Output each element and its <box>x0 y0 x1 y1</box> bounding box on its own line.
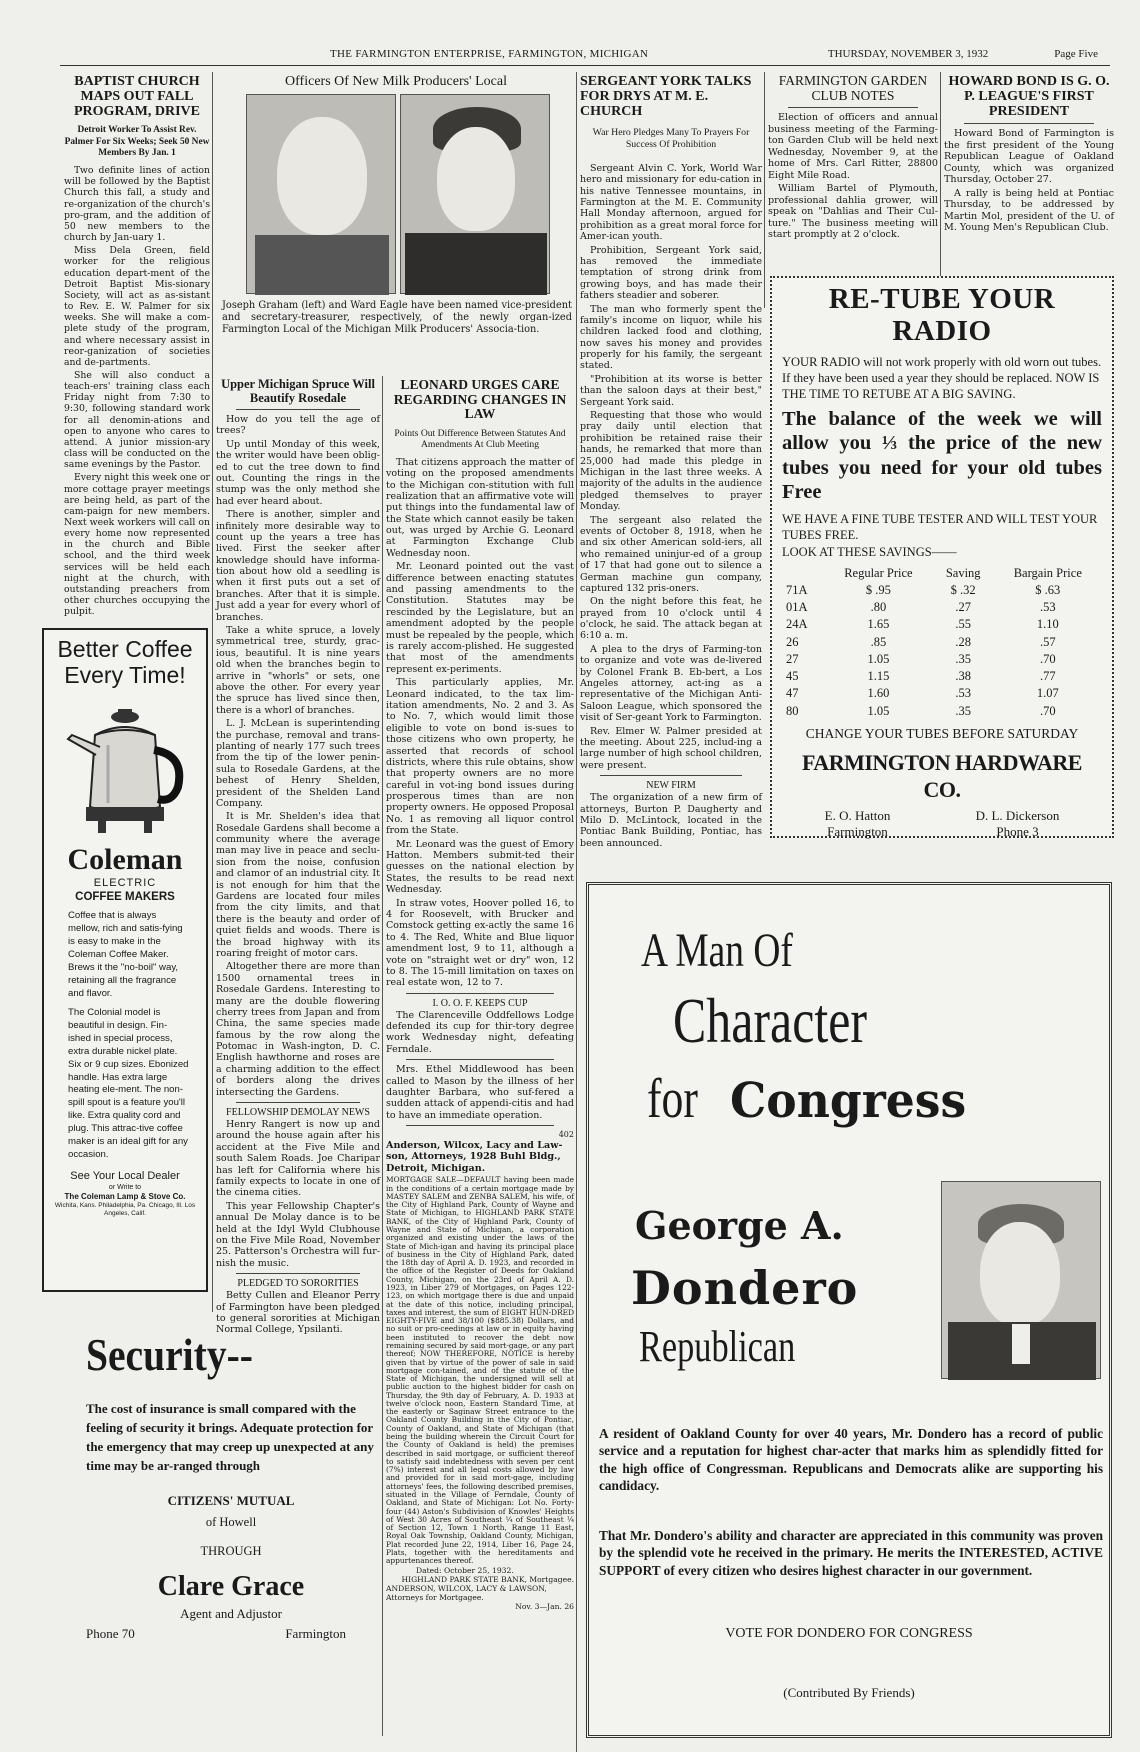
sororities-headline: PLEDGED TO SORORITIES <box>237 1278 359 1290</box>
ad-line-3: for <box>647 1068 698 1130</box>
paragraph: That citizens approach the matter of voting on the proposed amendments to the Michigan con-stitution with full realization that an affirmative vote will put things into the fundamental law of the State which cannot easily be taken out, was urged by Archie G. Leonard at Farmington Exchange Club Wednesday noon. <box>386 456 574 559</box>
demolay-headline: FELLOWSHIP DEMOLAY NEWS <box>226 1107 370 1119</box>
paragraph: How do you tell the age of trees? <box>216 414 380 437</box>
contact-phone: Phone 3 <box>996 823 1039 839</box>
new-firm-text: The organization of a new firm of attorneys, Burton P. Daugherty and Milo D. McLintock, located in the Pontiac Bank Building, Pontiac, has been announced. <box>580 792 762 849</box>
retube-title: RE-TUBE YOUR RADIO <box>828 283 1056 347</box>
retube-tester: WE HAVE A FINE TUBE TESTER AND WILL TEST YOUR TUBES FREE. <box>782 511 1098 543</box>
security-through: THROUGH <box>200 1544 262 1559</box>
security-company: CITIZENS' MUTUAL <box>167 1493 295 1509</box>
paragraph: Altogether there are more than 1500 ornamental trees in Rosedale Gardens. Interesting to many are the double flowering cherry trees from Japan and from China, the same species made famous by the row along the Potomac in Wash-ington, D. C. English hawthorne and roses are a charming addition to the effect of borders along the drives intersecting the Gardens. <box>216 961 380 1098</box>
paragraph: She will also conduct a teach-ers' training class each Friday night from 7:30 to 9:30, following standard work for all denomin-ations and open to anyone who cares to attend. A junior mission-ary class will be conducted on the same evenings by the Pastor. <box>64 369 210 471</box>
paragraph: Mrs. Ethel Middlewood has been called to Mason by the illness of her daughter Barbara, who suf-fered a sudden attack of appendi-citis and had to have an immediate operation. <box>386 1064 574 1121</box>
page-date: THURSDAY, NOVEMBER 3, 1932 Page Five <box>827 48 1098 60</box>
retube-offer: The balance of the week we will allow you ⅓ the price of the new tubes you need for your old tubes Free <box>782 407 1102 504</box>
paragraph: Sergeant Alvin C. York, World War hero and missionary for edu-cation in his native Tennessee mountains, in Farmington at the M. E. Community Hall Monday afternoon, argued for prohibition as a great moral force for Amer-ican youth. <box>580 162 762 243</box>
photo-ward-eagle <box>400 94 550 294</box>
paragraph: Miss Dela Green, field worker for the religious education depart-ment of the Detroit Baptist Mis-sionary Society, will act as as-sistant to Rev. E. W. Palmer for six weeks. She will make a com-plete study of the program, and where necessary assist in reor-ganization of societies and de-partments. <box>64 245 210 368</box>
legal-run: Nov. 3—Jan. 26 <box>515 1601 574 1611</box>
legal-bank: HIGHLAND PARK STATE BANK, Mortgagee. <box>401 1574 574 1584</box>
table-row: 80 1.05 .35 .70 <box>786 703 1056 718</box>
paragraph: Henry Rangert is now up and around the house again after his accident at the Five Mile and south Salem Roads. Joe Charipar has left for California where his family expects to locate in one of the cinema cities. <box>216 1119 380 1199</box>
dondero-portrait <box>941 1181 1101 1379</box>
table-row: 26 .85 .28 .57 <box>786 634 1056 649</box>
paragraph: Two definite lines of action will be followed by the Baptist Church this fall, a study and re-organization of the church's pro-gram, and the addition of 50 new members to the church by Jan-uary 1. <box>64 165 210 244</box>
table-row: 71A $ .95 $ .32 $ .63 <box>786 582 1061 597</box>
paragraph: Election of officers and annual business meeting of the Farming-ton Garden Club will be held next Wednesday, November 9, at the home of Mrs. Carl Ritter, 28800 Eight Mile Road. <box>768 112 938 181</box>
legal-number: 402 <box>558 1130 574 1140</box>
security-title: Security-- <box>86 1329 253 1380</box>
contact-name: D. L. Dickerson <box>975 808 1060 824</box>
leonard-subhead: Points Out Difference Between Statutes And Amendments At Club Meeting <box>394 427 566 451</box>
page-number: Page Five <box>1054 48 1098 60</box>
dondero-bio: A resident of Oakland County for over 40 years, Mr. Dondero has a record of public service and a reputation for highest char-acter that marks him as splendidly fitted for the high office of Congressman. Republicans and Democrats alike are supporting his candidacy. <box>599 1426 1103 1493</box>
milk-producers-item <box>218 74 574 374</box>
ad-line-1: A Man Of <box>641 924 793 977</box>
table-row: 27 1.05 .35 .70 <box>786 651 1056 666</box>
photo-caption-title: Officers Of New Milk Producers' Local <box>285 74 507 89</box>
paragraph: "Prohibition at its worse is better than the saloon days at their best," Sergeant York said. <box>580 373 762 408</box>
leonard-headline: LEONARD URGES CARE REGARDING CHANGES IN LAW <box>393 377 567 422</box>
agent-phone: Phone 70 <box>86 1625 135 1641</box>
coleman-tagline: Better Coffee Every Time! <box>57 636 193 689</box>
coleman-electric: ELECTRIC <box>93 876 157 889</box>
agent-name: Clare Grace <box>157 1570 305 1602</box>
contact-place: Farmington <box>827 823 888 839</box>
paragraph: This particularly applies, Mr. Leonard indicated, to the tax lim-itation amendments, No. 2 and 3. As to No. 7, which would limit those eligible to vote on bond is-sues to those citizens who own property, he asserted that records of school districts, where this rule obtains, show that property owners are no more careful in vot-ing bond issues during prosperous times than are non property owners. He opposed Proposal No. 1 as removing all liquor control from the State. <box>386 677 574 837</box>
paragraph: Requesting that those who would pray daily until election that prohibition be retained raise their hands, he remarked that more than 25,000 had made this pledge in Michigan in the last three weeks. A majority of the adults in the audience pledged themselves to prayer Monday. <box>580 410 762 513</box>
paragraph: This year Fellowship Chapter's annual De Molay dance is to be held at the Idyl Wyld Clubhouse on the Five Mile Road, November 25. Patterson's Orchestra will fur-nish the music. <box>216 1200 380 1269</box>
legal-firm: Anderson, Wilcox, Lacy and Law-son, Attorneys, 1928 Buhl Bldg., Detroit, Michigan. <box>386 1139 563 1174</box>
paragraph: The Colonial model is beautiful in design. Fin-ished in special process, extra durable nickel plate. Six or 9 cup sizes. Ebonized handle. Has extra large heating ele-ment. The non-spill spout is a feature you'll like. Extra quality cord and plug. This attrac-tive coffee maker is an ideal gift for any occasion. <box>68 1006 189 1161</box>
leonard-article <box>386 378 574 1748</box>
dondero-support: That Mr. Dondero's ability and character are appreciated in this community was proven by the splendid vote he received in the primary. He merits the INTERESTED, ACTIVE SUPPORT of every citizen who desires highest character in our government. <box>599 1528 1103 1578</box>
column-rule <box>940 72 941 308</box>
paragraph: On the night before this feat, he prayed from 10 o'clock until 4 o'clock, he said. The attack began at 6:10 a. m. <box>580 596 762 642</box>
paragraph: Rev. Elmer W. Palmer presided at the meeting. About 225, includ-ing a large number of high school children, were present. <box>580 725 762 771</box>
paragraph: The sergeant also related the events of October 8, 1918, when he and six other American sold-iers, all who remained uninjur-ed of a group of 17 that had gone out to silence a German machine gun company, captured 132 pris-oners. <box>580 514 762 594</box>
agent-contact <box>86 1626 376 1642</box>
new-firm-headline: NEW FIRM <box>646 780 696 792</box>
agent-role: Agent and Adjustor <box>180 1605 282 1621</box>
column-rule <box>382 376 383 1736</box>
column-rule <box>576 72 577 1752</box>
paragraph: A plea to the drys of Farming-ton to organize and vote was de-livered by Colonel Frank B. Eb-bert, a Los Angeles attorney, act-ing as a representative of the Michigan Anti-Saloon League, which sponsored the visit of Ser-geant York to Farmington. <box>580 643 762 724</box>
ad-line-7: Republican <box>639 1322 796 1371</box>
paragraph: The man who formerly spent the family's income on liquor, while his children lacked food and clothing, now saves his money and provides properly for his family, the sergeant stated. <box>580 303 762 372</box>
sergeant-york-article <box>580 74 762 849</box>
baptist-subhead: Detroit Worker To Assist Rev. Palmer For Six Weeks; Seek 50 New Members By Jan. 1 <box>64 125 210 158</box>
retube-savings-label: LOOK AT THESE SAVINGS—— <box>782 545 957 560</box>
baptist-headline: BAPTIST CHURCH MAPS OUT FALL PROGRAM, DRIVE <box>74 74 200 120</box>
agent-town: Farmington <box>285 1625 346 1641</box>
ioof-headline: I. O. O. F. KEEPS CUP <box>432 997 528 1009</box>
security-insurance-ad <box>86 1329 376 1737</box>
coffee-maker-icon <box>50 695 200 845</box>
spruce-headline: Upper Michigan Spruce Will Beautify Rosedale <box>221 377 375 405</box>
paragraph: Take a white spruce, a lovely symmetrical tree, sturdy, grac-ious, beautiful. It is nine years old when the branches begin to arrive in "whorls" or sets, one above the other. For every year the spruce has lived since then, there is a whorl of branches. <box>216 625 380 716</box>
contact-name: E. O. Hatton <box>824 808 891 824</box>
coleman-coffee-ad <box>42 628 208 1292</box>
photo-joseph-graham <box>246 94 396 294</box>
coleman-makers: COFFEE MAKERS <box>75 891 175 904</box>
vote-line: VOTE FOR DONDERO FOR CONGRESS <box>725 1626 973 1641</box>
dondero-congress-ad <box>586 882 1112 1738</box>
retube-footer: CHANGE YOUR TUBES BEFORE SATURDAY <box>805 725 1079 741</box>
table-header-row: Regular Price Saving Bargain Price <box>844 565 1082 580</box>
baptist-article <box>64 74 210 618</box>
ad-line-6: Dondero <box>631 1261 859 1315</box>
ad-line-2: Character <box>673 985 868 1056</box>
coleman-write: or Write to <box>108 1183 142 1191</box>
retube-radio-ad <box>770 276 1114 838</box>
garden-headline: FARMINGTON GARDEN CLUB NOTES <box>778 73 928 103</box>
store-contacts <box>782 808 1102 840</box>
paragraph: Howard Bond of Farmington is the first president of the Young Republican League of Oakland County, which was organized Thursday, October 27. <box>944 128 1114 186</box>
paragraph: Every night this week one or more cottage prayer meetings are being held, as part of the cam-paign for new members. Next week workers will call on every home now represented in the church and Bible school, and the third week services will be held each night at the church, with outstanding preachers from other churches occupying the pulpit. <box>64 472 210 618</box>
paragraph: Mr. Leonard was the guest of Emory Hatton. Members submit-ted their guesses on the national election by States, the results to be read next Wednesday. <box>386 838 574 896</box>
paragraph: L. J. McLean is superintending the purchase, removal and trans-planting of nearly 177 such trees from the tip of the lower penin-sula to Rosedale Gardens, at the behest of Henry Shelden, president of the Shelden Land Company. <box>216 718 380 809</box>
mortgage-notice: MORTGAGE SALE—DEFAULT having been made in the conditions of a certain mortgage made by MASTEY SALEM and ZENBA SALEM, his wife, of the City of Highland Park, County of Wayne and State of Michigan, to HIGHLAND PARK STATE BANK, of the City of Highland Park, County of Wayne and State of Michigan, a corporation organized and existing under the laws of the State of Mich-igan and having its principal place of business in the City of Highland Park, dated the 18th day of April A. D. 1923, and recorded in the office of the Register of Deeds for Oakland County, Michigan, on the 23rd of April A. D. 1923, in Liber 279 of Mortgages, on Pages 122-123, on which mortgage there is due and unpaid at the date of this notice, including principal, taxes and interest, the sum of EIGHT HUN-DRED EIGHTY-FIVE and 38/100 ($885.38) Dollars, and no suit or pro-ceedings at law or in equity having been instituted to recover the debt now remaining secured by said mort-gage, or any part thereof; NOW THEREFORE, NOTICE is hereby given that by virtue of the power of sale in said mortgage con-tained, and of the statute of the State of Michigan, the undersigned will sell at public auction to the highest bidder for cash on Thursday, the 9th day of February, A. D. 1933 at twelve o'clock noon, Eastern Standard Time, at the easterly or Saginaw Street entrance to the Oakland County Building in the City of Pontiac, County of Oakland, and State of Michigan (that being the building wherein the Circuit Court for the County of Oakland is held) the premises described in said mortgage, or sufficient thereof to satisfy said indebtedness with seven per cent (7%) interest and all legal costs allowed by law and provided for in said mort-gage, including attorneys' fees, the following described premises, situated in the Village of Ferndale, County of Oakland, and State of Michigan: Lot No. Forty-four (44) Aston's Subdivision of Knowles' Heights of West 30 Acres of Southeast ¼ of Southeast ¼ of Section 12, Town 1 North, Range 11 East, Royal Oak Township, Oakland County, Michigan, Plat recorded June 22, 1914, Liber 16, Page 24, Plats, together with the hereditaments and appurtenances thereof. <box>386 1175 574 1566</box>
paragraph: Coffee that is always mellow, rich and satis-fying is easy to make in the Coleman Coffee Maker. Brews it the "no-boil" way, retaining all the fragrance and flavor. <box>68 910 183 999</box>
contributed-line: (Contributed By Friends) <box>783 1685 915 1700</box>
legal-attorneys: ANDERSON, WILCOX, LACY & LAWSON, Attorneys for Mortgagee. <box>386 1583 547 1602</box>
paragraph: Prohibition, Sergeant York said, has removed the immediate temptation of strong drink from growing boys, and has made their fathers steadier and soberer. <box>580 244 762 302</box>
legal-date: Dated: October 25, 1932. <box>416 1565 514 1575</box>
paragraph: William Bartel of Plymouth, professional dahlia grower, will speak on "Dahlias and Their Cul-ture." The business meeting will start promptly at 2 o'clock. <box>768 183 938 241</box>
masthead-line: THE FARMINGTON ENTERPRISE, FARMINGTON, MICHIGAN <box>330 48 649 60</box>
page-header <box>60 44 1110 66</box>
paragraph: There is another, simpler and infinitely more desirable way to count up the years a tree has lived. First the seeker after knowledge should have informa-tion about how old a seedling is when it first puts out a set of branches. After that it is simple. Just add a year for every whorl of branches. <box>216 509 380 623</box>
garden-club-article <box>768 74 938 308</box>
hardware-store-name: FARMINGTON HARDWARE CO. <box>802 750 1082 803</box>
paragraph: Mr. Leonard pointed out the vast difference between enacting statutes and passing amendments to the Constitution. Statutes may be rescinded by the Legislature, but an amendment adopted by the people must be repealed by the people, which is rarely accom-plished. He suggested that most of the amendments represent ex-periments. <box>386 561 574 675</box>
photo-caption: Joseph Graham (left) and Ward Eagle have been named vice-president and secretary-treasurer, respectively, of the newly organ-ized Farmington Local of the Michigan Milk Producers' Associa-tion. <box>222 300 572 335</box>
security-of: of Howell <box>205 1515 257 1530</box>
coleman-brand: Coleman <box>67 842 183 876</box>
sergeant-headline: SERGEANT YORK TALKS FOR DRYS AT M. E. CHURCH <box>580 74 752 120</box>
security-text: The cost of insurance is small compared with the feeling of security it brings. Adequate protection for the emergency that may creep up unexpected at any time may be ar-ranged through <box>86 1401 374 1473</box>
howard-bond-article <box>944 74 1114 308</box>
coleman-cities: Wichita, Kans. Philadelphia, Pa. Chicago, Ill. Los Angeles, Calif. <box>54 1201 196 1217</box>
table-row: 24A 1.65 .55 1.10 <box>786 617 1059 632</box>
ad-line-4: Congress <box>729 1073 966 1129</box>
coleman-company: The Coleman Lamp & Stove Co. <box>64 1192 186 1202</box>
ad-line-5: George A. <box>635 1203 844 1248</box>
bond-headline: HOWARD BOND IS G. O. P. LEAGUE'S FIRST PRESIDENT <box>948 74 1110 120</box>
paragraph: In straw votes, Hoover polled 16, to 4 for Roosevelt, with Brucker and Comstock getting ex-actly the same 16 to 4. The Red, White and Blue liquor amendment lost, 9 to 11, although a vote on "straight wet or dry" won, 12 to 8. The 15-mill limitation on taxes on real estate won, 12 to 7. <box>386 897 574 989</box>
table-row: 01A .80 .27 .53 <box>786 600 1056 615</box>
tube-price-table <box>782 565 1102 720</box>
table-row: 47 1.60 .53 1.07 <box>786 686 1059 701</box>
retube-intro: YOUR RADIO will not work properly with old worn out tubes. If they have been used a year they should be replaced. NOW IS THE TIME TO RETUBE AT A BIG SAVING. <box>782 354 1102 402</box>
sergeant-subhead: War Hero Pledges Many To Prayers For Success Of Prohibition <box>592 127 750 151</box>
paragraph: Up until Monday of this week, the writer would have been oblig-ed to cut the tree down to find out. Counting the rings in the stump was the only method she had ever heard about. <box>216 438 380 507</box>
paragraph: A rally is being held at Pontiac Thursday, to be addressed by Martin Mol, president of the U. of M. Young Men's Republican Club. <box>944 187 1114 234</box>
paragraph: The Clarenceville Oddfellows Lodge defended its cup for thir-tory degree work Wednesday night, defeating Ferndale. <box>386 1009 574 1055</box>
paragraph: It is Mr. Shelden's idea that Rosedale Gardens shall become a community where the average man may live in peace and seclu-sion from the noise, confusion and clamor of an industrial city. It is not enough for him that the Gardens are located four miles from the city limits, and that there is the beauty and order of quiet fields and woods. There is the broad highway with its roaring freight of motor cars. <box>216 811 380 959</box>
table-row: 45 1.15 .38 .77 <box>786 669 1056 684</box>
column-rule <box>212 72 213 1312</box>
column-rule <box>764 72 765 308</box>
coleman-see-dealer: See Your Local Dealer <box>70 1170 180 1183</box>
paragraph: Betty Cullen and Eleanor Perry of Farmington have been pledged to general sororities at Michigan Normal College, Ypsilanti. <box>216 1290 380 1336</box>
